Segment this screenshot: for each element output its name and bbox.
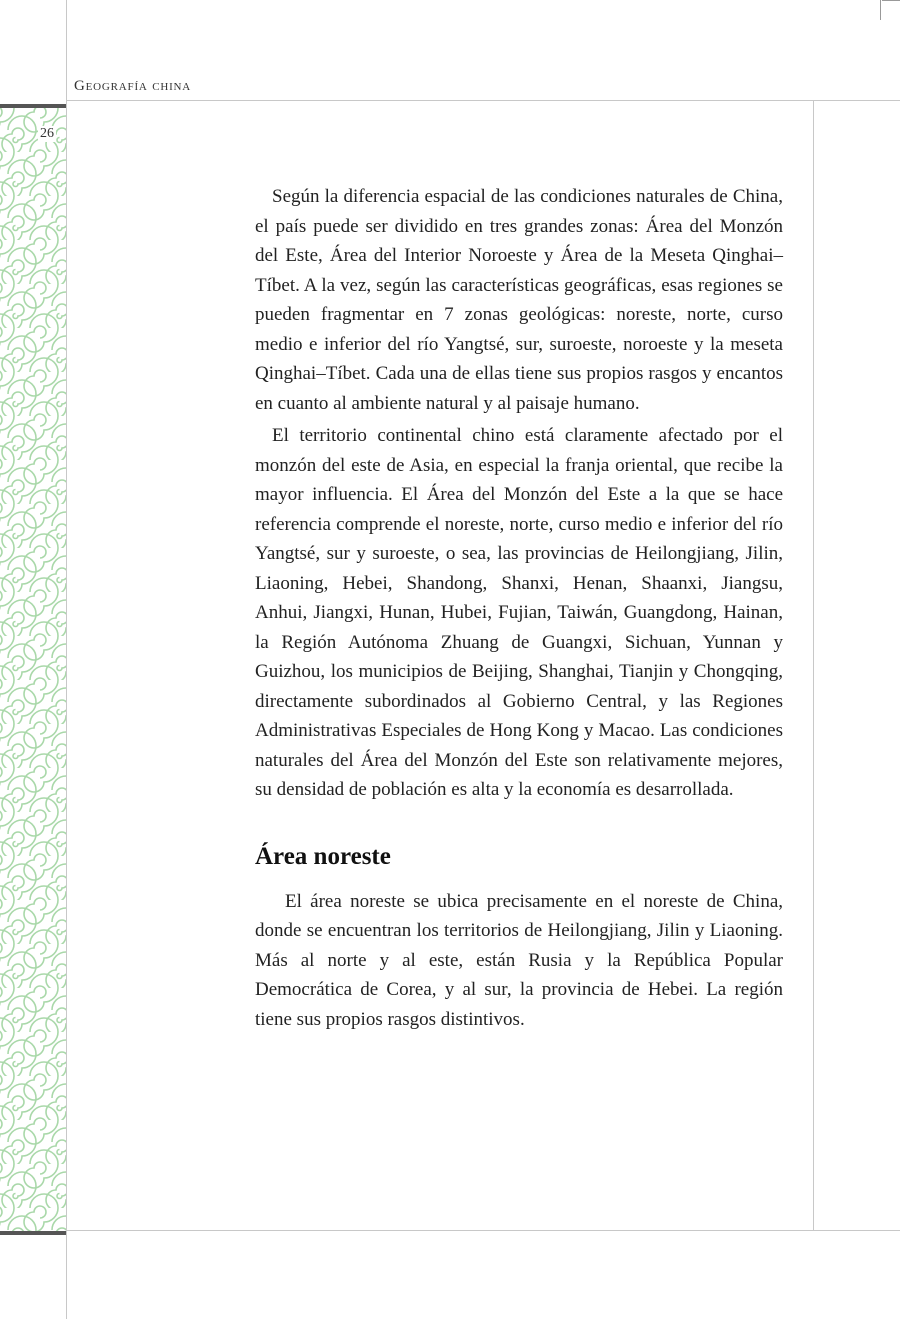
section-paragraph: El área noreste se ubica precisamente en el noreste de China, donde se encuentran los territorios de Heilongjiang, Jilin y Liaoning. Más al norte y al este, están Rusia y la República Popular Democrática de Corea, y al sur, la provincia de Hebei. La región tiene sus propios rasgos distintivos. (255, 890, 783, 1030)
strip-top-bar (0, 104, 66, 108)
left-margin-rule (66, 0, 67, 1319)
paragraph-1: Según la diferencia espacial de las condiciones naturales de China, el país puede ser dividido en tres grandes zonas: Área del Monzón del Este, Área del Interior Noroeste y Área de la Meseta Qinghai–Tíbet. A la vez, según las características geográficas, esas regiones se pueden fragmentar en 7 zonas geológicas: noreste, norte, curso medio e inferior del río Yangtsé, sur, suroeste, noroeste y la meseta Qinghai–Tíbet. Cada una de ellas tiene sus propios rasgos y encantos en cuanto al ambiente natural y al paisaje humano. (255, 186, 783, 414)
decorative-cloud-strip (0, 108, 66, 1232)
paragraph-2: El territorio continental chino está claramente afectado por el monzón del este de Asia, en especial la franja oriental, que recibe la mayor influencia. El Área del Monzón del Este a la que se hace referencia comprende el noreste, norte, curso medio e inferior del río Yangtsé, sur y suroeste, o sea, las provincias de Heilongjiang, Jilin, Liaoning, Hebei, Shandong, Shanxi, Henan, Shaanxi, Jiangsu, Anhui, Jiangxi, Hunan, Hubei, Fujian, Taiwán, Guangdong, Hainan, la Región Autónoma Zhuang de Guangxi, Sichuan, Yunnan y Guizhou, los municipios de Beijing, Shanghai, Tianjin y Chongqing, directamente subordinados al Gobierno Central, y las Regiones Administrativas Especiales de Hong Kong y Macao. Las condiciones naturales del Área del Monzón del Este son relativamente mejores, su densidad de población es alta y la economía es desarrollada. (255, 425, 783, 800)
strip-bottom-bar (0, 1231, 66, 1235)
header-rule (66, 100, 900, 101)
crop-mark-top-right (880, 0, 881, 20)
running-title: Geografía china (74, 78, 192, 94)
footer-rule (66, 1230, 900, 1231)
page-number: 26 (40, 126, 54, 141)
cloud-pattern-icon (0, 108, 66, 1232)
right-margin-rule (813, 100, 814, 1230)
crop-mark-top-right-h (882, 0, 900, 1)
section-heading: Área noreste (255, 842, 391, 870)
main-content (255, 182, 783, 1034)
